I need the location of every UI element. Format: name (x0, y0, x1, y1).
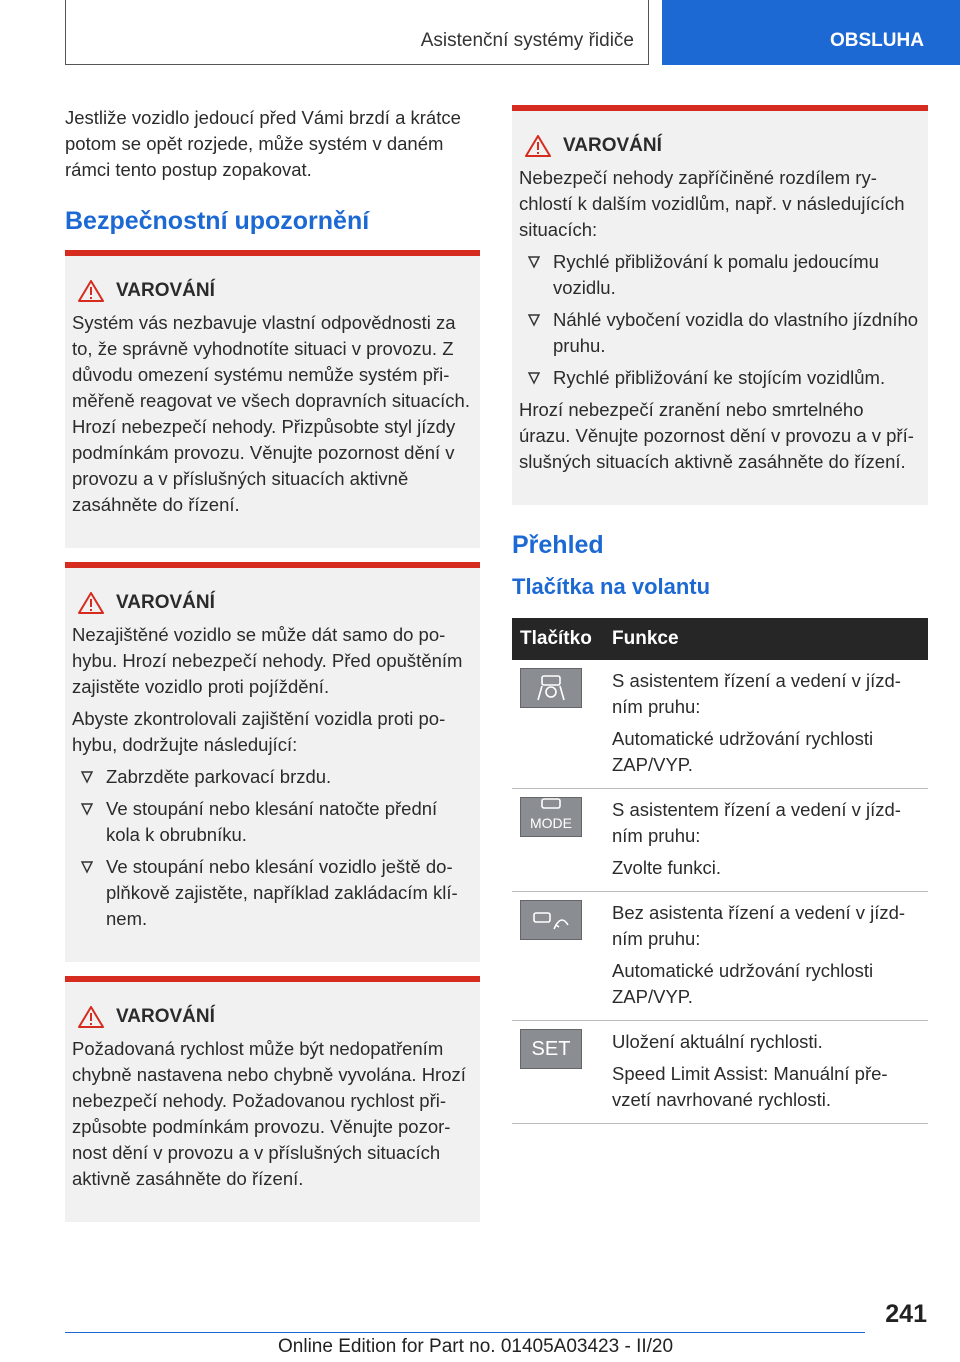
list-item: Ve stoupání nebo klesání vozidlo ještě doplňkově zajistěte, například zakládacím klínem. (72, 854, 472, 932)
warning-text: Hrozí nebezpečí zranění nebo smrtelného úrazu. Věnujte pozornost dění v provozu a v příslušných situacích aktivně zasáhněte do řízení. (519, 399, 914, 472)
mode-button-label: MODE (530, 815, 572, 831)
bullet-triangle-icon (81, 802, 93, 816)
warning-box-1 (65, 250, 480, 548)
list-item: Ve stoupání nebo klesání natočte přední kola k obrubníku. (72, 796, 472, 848)
table-header-row (512, 618, 928, 660)
set-button-icon (520, 1029, 582, 1069)
table-row (512, 789, 928, 892)
overview-heading: Přehled (512, 531, 604, 559)
function-text: S asistentem řízení a vedení v jízdním pruhu: (612, 799, 901, 846)
column-header-function: Funkce (604, 618, 928, 660)
warning-box-3 (65, 976, 480, 1222)
list-item: Náhlé vybočení vozidla do vlastního jízdního pruhu. (519, 307, 920, 359)
bullet-triangle-icon (81, 860, 93, 874)
warning-text: Abyste zkontrolovali zajištění vozidla proti pohybu, dodržujte následující: (72, 708, 446, 755)
bullet-list (72, 764, 472, 932)
mode-button-icon (520, 797, 582, 837)
safety-heading: Bezpečnostní upozornění (65, 207, 370, 235)
warning-title: VAROVÁNÍ (116, 1006, 215, 1027)
steering-buttons-heading: Tlačítka na volantu (512, 574, 711, 599)
chapter-title: Asistenční systémy řidiče (420, 30, 634, 51)
bullet-triangle-icon (81, 770, 93, 784)
function-text: Speed Limit Assist: Manuální převzetí navrhované rychlosti. (612, 1063, 888, 1110)
function-text: S asistentem řízení a vedení v jízdním pruhu: (612, 670, 901, 717)
warning-title: VAROVÁNÍ (116, 280, 215, 301)
right-column (512, 105, 928, 1124)
intro-paragraph: Jestliže vozidlo jedoucí před Vámi brzdí a krátce potom se opět rozjede, může systém v daném rámci tento postup zopakovat. (65, 107, 461, 180)
warning-triangle-icon (78, 280, 104, 302)
warning-text: Požadovaná rychlost může být nedopatřením chybně nastavena nebo chybně vyvolána. Hrozí nebezpečí nehody. Požadovanou rychlost přizpůsobte podmínkám provozu. Věnujte pozornost dění v provozu a v příslušných situacích aktivně zasáhněte do řízení. (72, 1038, 466, 1189)
warning-text: Systém vás nezbavuje vlastní odpovědnosti za to, že správně vyhodnotíte situaci v provozu. Z důvodu omezení systému nemůže systém přiměřeně reagovat ve všech dopravních situacích. Hrozí nebezpečí nehody. Přizpůsobte styl jízdy podmínkám provozu. Věnujte pozornost dění v provozu a v příslušných situacích aktivně zasáhněte do řízení. (72, 312, 470, 515)
bullet-triangle-icon (528, 371, 540, 385)
bullet-list (519, 249, 920, 391)
function-text: Bez asistenta řízení a vedení v jízdním pruhu: (612, 902, 906, 949)
list-item: Zabrzděte parkovací brzdu. (72, 764, 472, 790)
list-item: Rychlé přibližování ke stojícím vozidlům. (519, 365, 920, 391)
steering-assist-button-icon (520, 668, 582, 708)
warning-title: VAROVÁNÍ (563, 135, 662, 156)
set-button-label: SET (531, 1038, 571, 1060)
function-text: Automatické udržování rychlosti ZAP/VYP. (612, 960, 874, 1007)
warning-triangle-icon (78, 592, 104, 614)
warning-triangle-icon (525, 135, 551, 157)
function-text: Uložení aktuální rychlosti. (612, 1031, 823, 1052)
section-title: OBSLUHA (830, 30, 924, 51)
warning-box-4 (512, 105, 928, 505)
warning-text: Nebezpečí nehody zapříčiněné rozdílem rychlostí k dalším vozidlům, např. v následujících situacích: (519, 167, 905, 240)
buttons-table (512, 618, 928, 1124)
function-text: Automatické udržování rychlosti ZAP/VYP. (612, 728, 874, 775)
warning-text: Nezajištěné vozidlo se může dát samo do pohybu. Hrozí nebezpečí nehody. Před opuštěním zajistěte vozidlo proti pojíždění. (72, 624, 463, 697)
function-text: Zvolte funkci. (612, 857, 721, 878)
table-row (512, 660, 928, 789)
bullet-triangle-icon (528, 255, 540, 269)
warning-triangle-icon (78, 1006, 104, 1028)
footer-edition: Online Edition for Part no. 01405A03423 - II/20 (278, 1336, 674, 1357)
bullet-triangle-icon (528, 313, 540, 327)
distance-button-icon (520, 900, 582, 940)
column-header-button: Tlačítko (512, 618, 604, 660)
page-number: 241 (885, 1300, 927, 1328)
warning-box-2 (65, 562, 480, 962)
warning-title: VAROVÁNÍ (116, 592, 215, 613)
header-chapter-box (65, 0, 649, 65)
footer-divider (65, 1332, 865, 1333)
list-item: Rychlé přibližování k pomalu jedoucímu vozidlu. (519, 249, 920, 301)
table-row (512, 1021, 928, 1124)
table-row (512, 892, 928, 1021)
left-column (65, 105, 480, 1222)
